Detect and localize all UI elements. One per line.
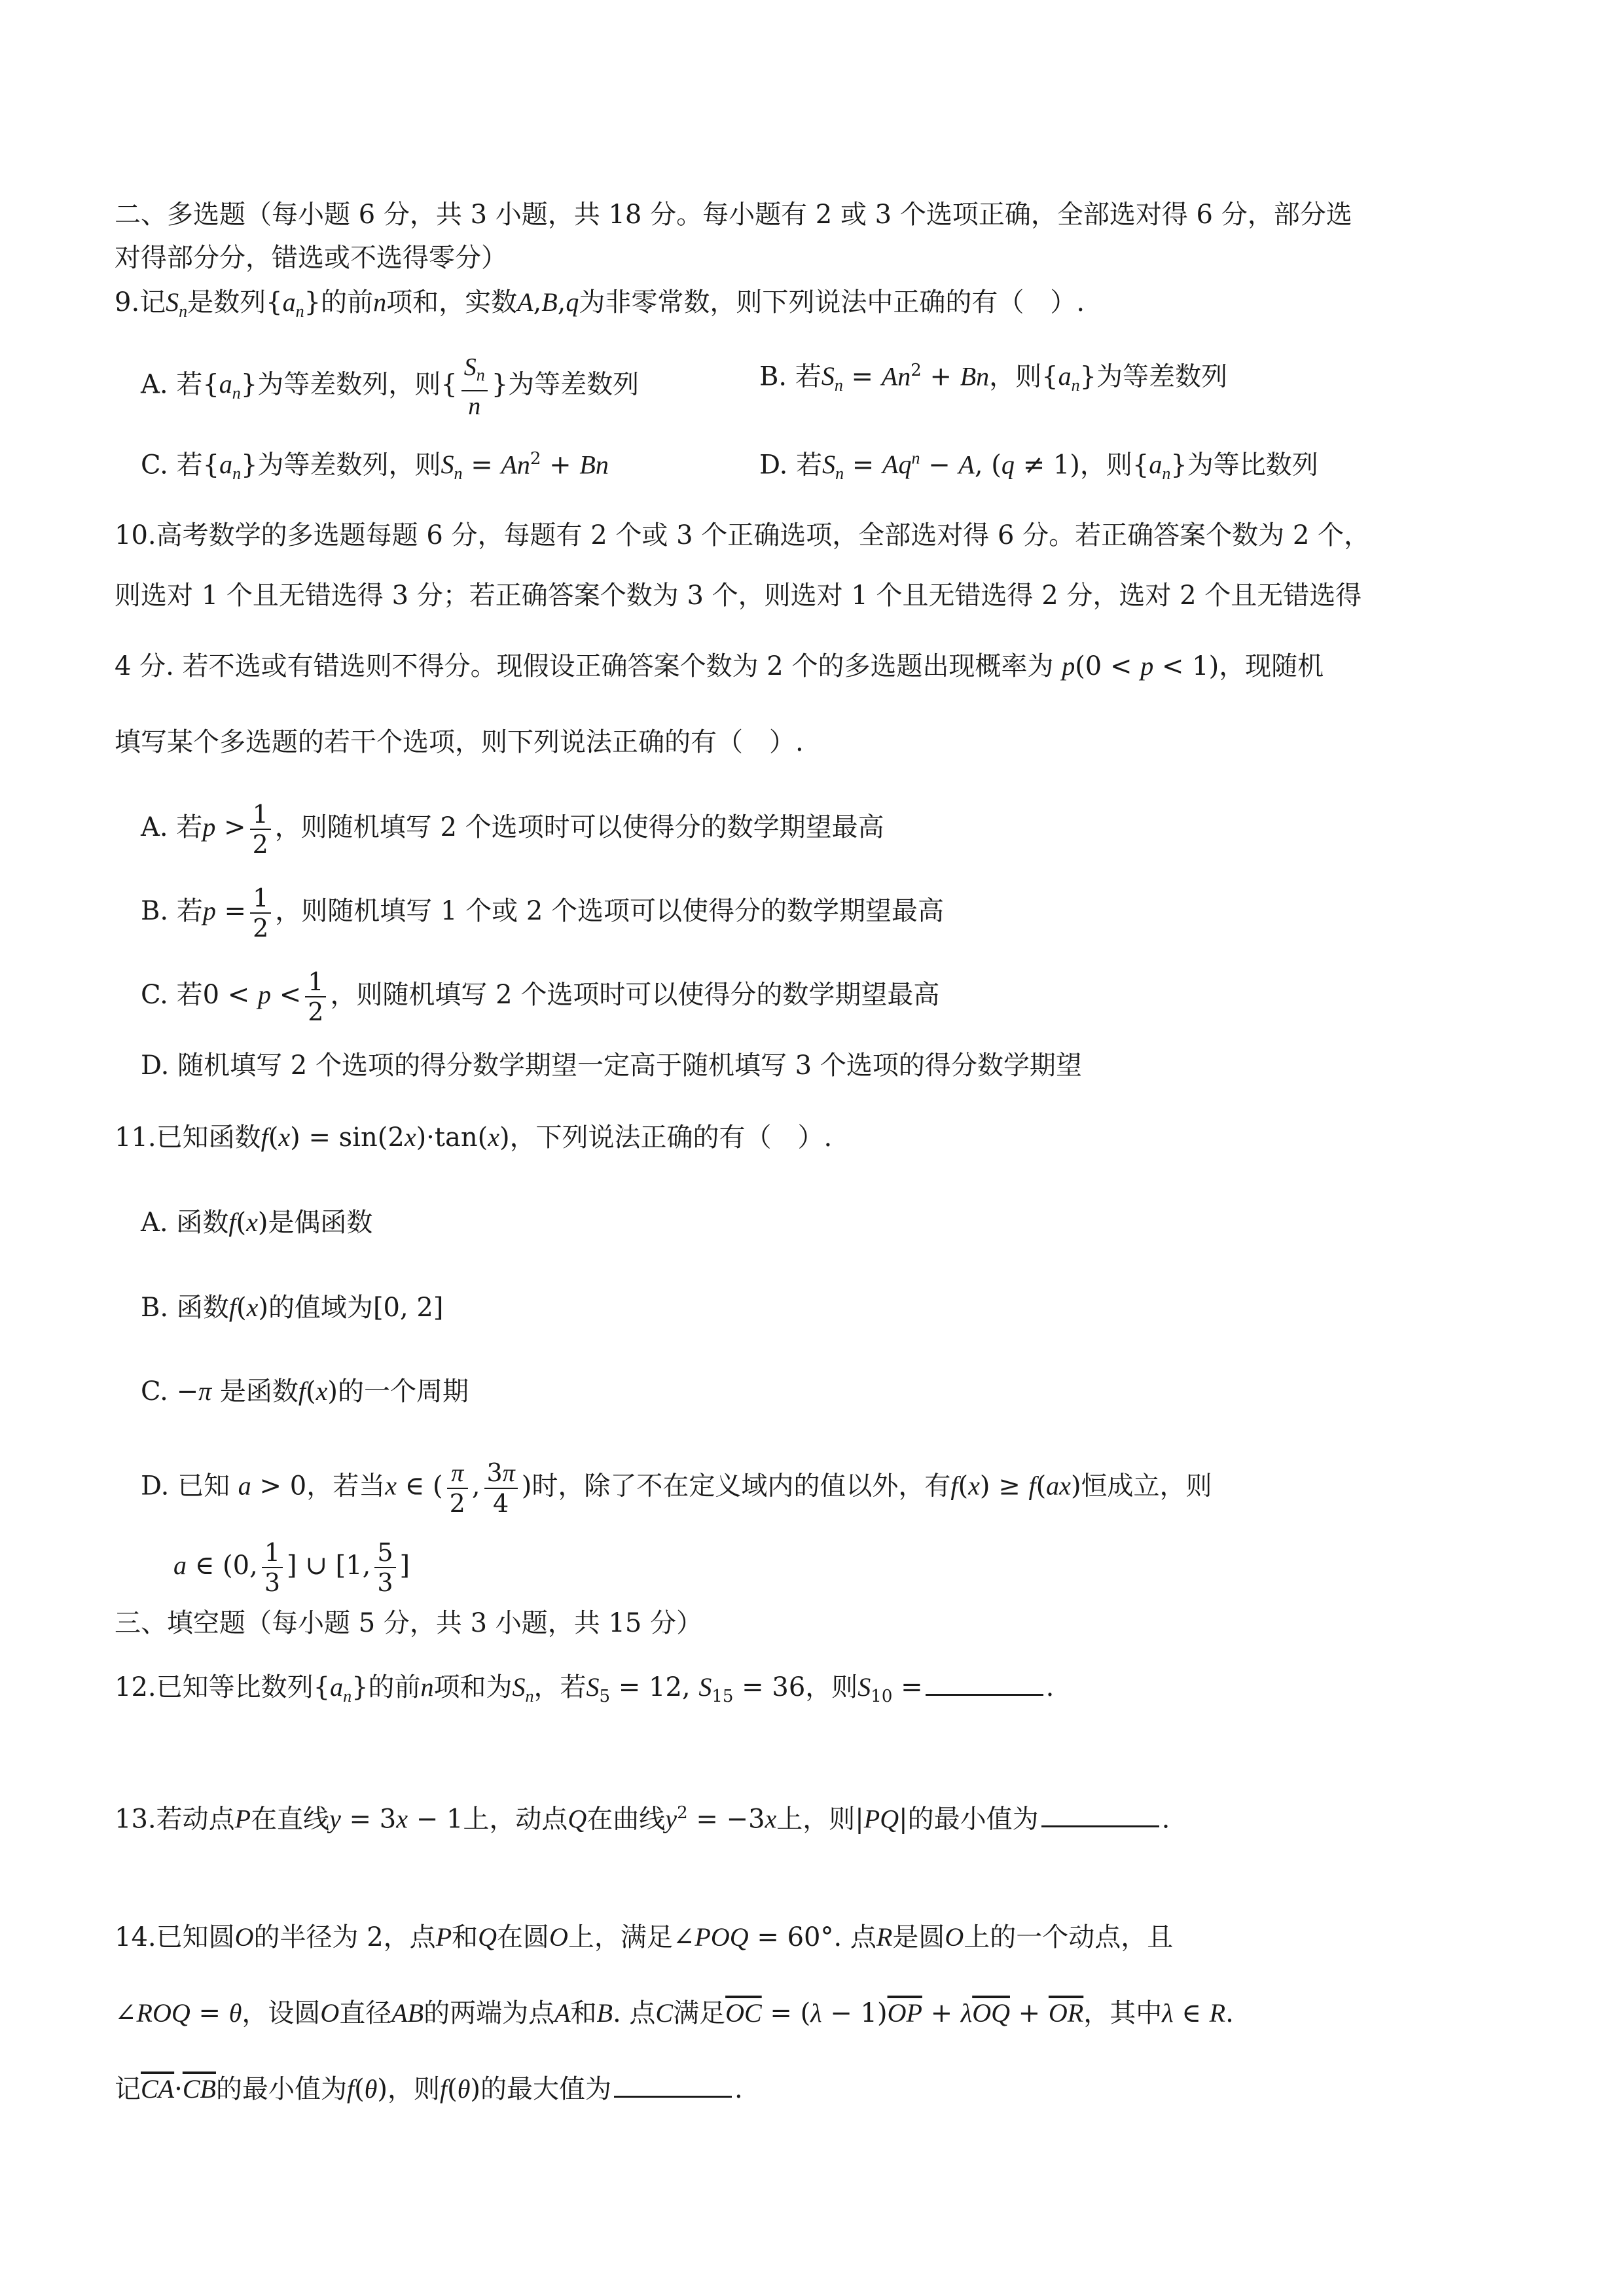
q14-answer-blank[interactable]	[614, 2073, 732, 2098]
q12-answer-blank[interactable]	[926, 1672, 1043, 1696]
q10-option-c: C. 若0 < p < $\frac{1}{2}$ ，则随机填写 2 个选项时可以使得分的数学期望最高	[141, 967, 940, 1026]
section3-heading: 三、填空题（每小题 5 分，共 3 小题，共 15 分）	[115, 1608, 703, 1638]
q9-option-c: C. 若$\{a_n\}$为等差数列，则$S_n = An^2 + Bn$	[141, 449, 609, 484]
q13-answer-blank[interactable]	[1041, 1803, 1159, 1827]
q11-option-a: A. 函数f(x)是偶函数	[141, 1208, 373, 1238]
q11-stem: 11.已知函数f(x) = sin(2x)·tan(x)，下列说法正确的有（ ）.	[115, 1122, 833, 1153]
section2-heading-line2: 对得部分分，错选或不选得零分）	[115, 243, 507, 273]
q9-stem: 9.记$S_n$是数列$\{a_n\}$的前n项和，实数A,B,q为非零常数，则下列说法中正确的有（ ）.	[115, 287, 1085, 321]
q11-option-b: B. 函数f(x)的值域为[0, 2]	[141, 1293, 444, 1323]
q10-line4: 填写某个多选题的若干个选项，则下列说法正确的有（ ）.	[115, 727, 804, 757]
q9-option-d: D. 若$S_n = Aq^n - A$, (q ≠ 1)，则$\{a_n\}$为等比数列	[759, 449, 1318, 484]
section2-heading-line1: 二、多选题（每小题 6 分，共 3 小题，共 18 分。每小题有 2 或 3 个选项正确，全部选对得 6 分，部分选	[115, 200, 1352, 230]
q10-option-b: B. 若p = $\frac{1}{2}$ ，则随机填写 1 个或 2 个选项可以使得分的数学期望最高	[141, 884, 945, 942]
q10-option-a: A. 若p > $\frac{1}{2}$ ，则随机填写 2 个选项时可以使得分的数学期望最高	[141, 800, 884, 859]
q9-option-b: B. 若$S_n = An^2 + Bn$，则$\{a_n\}$为等差数列	[759, 361, 1228, 395]
q14-line1: 14.已知圆O的半径为 2，点P和Q在圆O上，满足∠POQ = 60°. 点R是圆O上的一个动点，且	[115, 1922, 1174, 1952]
q11-option-c: C. −π 是函数f(x)的一个周期	[141, 1376, 469, 1407]
q10-line1: 10.高考数学的多选题每题 6 分，每题有 2 个或 3 个正确选项，全部选对得 6 分。若正确答案个数为 2 个，	[115, 520, 1371, 550]
q14-line3: 记$\overline{CA}\cdot\overline{CB}$的最小值为f(θ)，则f(θ)的最大值为 .	[115, 2074, 743, 2104]
q9-option-a: A. 若$\{a_n\}$为等差数列，则{ $\frac{S_n}{n}$ }为等差数列	[141, 353, 640, 420]
q10-option-d: D. 随机填写 2 个选项的得分数学期望一定高于随机填写 3 个选项的得分数学期望	[141, 1050, 1082, 1081]
q10-line2: 则选对 1 个且无错选得 3 分；若正确答案个数为 3 个，则选对 1 个且无错选得 2 分，选对 2 个且无错选得	[115, 581, 1362, 611]
q11-option-d: D. 已知 a > 0，若当x ∈ ( $\frac{\pi}{2}$ , $\frac{3\pi}{4}$ )时，除了不在定义域内的值以外，有f(x) ≥ f(ax)恒成立，则	[141, 1458, 1212, 1518]
q14-line2: ∠ROQ = θ，设圆O直径AB的两端为点A和B. 点C满足$\overline{OC} = (\lambda - 1)\overline{OP} + \lambda\overline{OQ} + \overline{OR}$，其中λ ∈ R.	[115, 1998, 1234, 2028]
q12: 12.已知等比数列$\{a_n\}$的前n项和为$S_n$，若$S_5 = 12$, $S_{15} = 36$，则$S_{10}$ = .	[115, 1672, 1055, 1706]
q11-option-d-answer: a ∈ (0, $\frac{1}{3}$ ] ∪ [1, $\frac{5}{3}$ ]	[173, 1538, 410, 1597]
q13: 13.若动点P在直线y = 3x − 1上，动点Q在曲线$y^2 = -3x$上，则|PQ|的最小值为 .	[115, 1803, 1170, 1835]
q10-line3: 4 分. 若不选或有错选则不得分。现假设正确答案个数为 2 个的多选题出现概率为 p(0 < p < 1)，现随机	[115, 651, 1324, 681]
